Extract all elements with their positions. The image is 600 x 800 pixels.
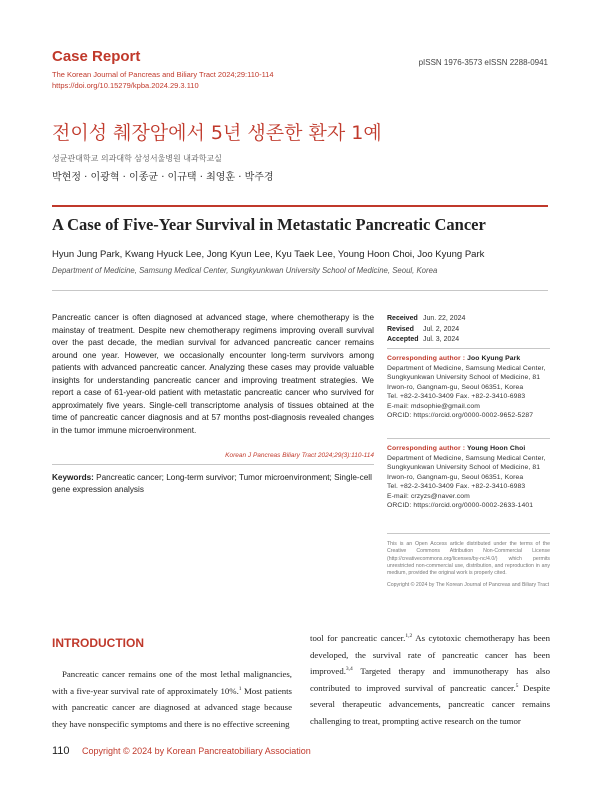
- reference[interactable]: 5: [515, 682, 519, 689]
- article-type: Case Report: [52, 48, 141, 65]
- date-received: Received Jun. 22, 2024: [387, 315, 466, 322]
- corresponding-author-2: Corresponding author : Young Hoon Choi Department of Medicine, Samsung Medical Center, Sungkyunkwan University School of Medicine, 81 Irwon-ro, Gangnam-gu, Seoul 06351, Korea Tel. +82-2-3410-3409 Fax. +82-2-3410-6983 E-mail: crzyzs@naver.com ORCID: https://orcid.org/0000-0002-2633-1401: [387, 444, 550, 511]
- orcid-link[interactable]: ORCID: https://orcid.org/0000-0002-9652-5287: [387, 412, 534, 419]
- keywords-divider: [52, 464, 374, 465]
- issn: pISSN 1976-3573 eISSN 2288-0941: [418, 58, 548, 67]
- license-notice: This is an Open Access article distributed under the terms of the Creative Commons Attribution Non-Commercial License (http://creativecommons.org/licenses/by-nc/4.0/) which permits unrestricted non-commercial use, distribution, and reproduction in any medium, provided the original work is properly cited.: [387, 541, 550, 577]
- reference[interactable]: 1: [238, 685, 242, 692]
- article-dates: [387, 314, 550, 346]
- reference[interactable]: 3,4: [345, 666, 353, 673]
- corresponding-author-1: Corresponding author : Joo Kyung Park Department of Medicine, Samsung Medical Center, Sungkyunkwan University School of Medicine, 81 Irwon-ro, Gangnam-gu, Seoul 06351, Korea Tel. +82-2-3410-3409 Fax. +82-2-3410-6983 E-mail: mdsophie@gmail.com ORCID: https://orcid.org/0000-0002-9652-5287: [387, 354, 550, 421]
- side-divider: [387, 438, 550, 439]
- keywords-text: Pancreatic cancer; Long-term survivor; Tumor microenvironment; Single-cell gene expression analysis: [52, 473, 372, 494]
- reference[interactable]: 1,2: [405, 633, 413, 640]
- korean-authors: 박현정 · 이광혁 · 이종균 · 이규택 · 최영훈 · 박주경: [52, 172, 274, 183]
- date-accepted: Accepted Jul. 3, 2024: [387, 336, 460, 343]
- doi-link[interactable]: https://doi.org/10.15279/kpba.2024.29.3.110: [52, 81, 199, 90]
- english-authors: Hyun Jung Park, Kwang Hyuck Lee, Jong Kyun Lee, Kyu Taek Lee, Young Hoon Choi, Joo Kyung Park: [52, 249, 485, 260]
- footer-copyright: Copyright © 2024 by Korean Pancreatobiliary Association: [82, 746, 311, 756]
- side-divider: [387, 348, 550, 349]
- journal-citation: The Korean Journal of Pancreas and Biliary Tract 2024;29:110-114: [52, 70, 274, 79]
- email-link[interactable]: E-mail: crzyzs@naver.com: [387, 492, 470, 500]
- english-title: A Case of Five-Year Survival in Metastatic Pancreatic Cancer: [52, 215, 486, 234]
- section-divider: [52, 290, 548, 291]
- abstract: Pancreatic cancer is often diagnosed at advanced stage, where chemotherapy is the mainstay of treatment. Despite new chemotherapy regimens improving overall survival over the past decade, the median survival for advanced pancreatic cancer remains around one year. However, we occasionally encounter long-term survivors among patients with advanced pancreatic cancer. Analyzing these cases may provide valuable insights for understanding pancreatic cancer and improving treatment strategies. We report a case of 61-year-old patient with metastatic pancreatic cancer who survived for approximately five years. Single-cell transcriptome analysis of tissues obtained at the time of pancreatic cancer diagnosis and at 57 months post-diagnosis revealed changes in the tumor immune microenvironment.: [52, 313, 374, 435]
- side-copyright: Copyright © 2024 by The Korean Journal of Pancreas and Biliary Tract: [387, 582, 550, 588]
- side-divider: [387, 533, 550, 534]
- keywords: [52, 472, 374, 496]
- keywords-label: Keywords:: [52, 473, 94, 482]
- paragraph: tool for pancreatic cancer.$^{1,2}$ As cytotoxic chemotherapy has been developed, the survival rate of pancreatic cancer has been improved.$^{3,4}$ Targeted therapy and immunotherapy has also contributed to improved survival of pancreatic cancer.$^5$ Despite several therapeutic advancements, pancreatic cancer remains challenging to treat, prompting active research on the tumor: [310, 633, 551, 726]
- introduction-left-column: [52, 666, 292, 732]
- korean-title: 전이성 췌장암에서 5년 생존한 환자 1예: [52, 122, 382, 144]
- introduction-heading: INTRODUCTION: [52, 636, 144, 650]
- corresponding-name: Joo Kyung Park: [467, 355, 521, 362]
- corresponding-name: Young Hoon Choi: [466, 445, 526, 452]
- english-affiliation: Department of Medicine, Samsung Medical Center, Sungkyunkwan University School of Medicine, Seoul, Korea: [52, 266, 438, 275]
- page-number: 110: [52, 745, 70, 757]
- citation-line: Korean J Pancreas Biliary Tract 2024;29(3):110-114: [225, 452, 374, 459]
- introduction-right-column: [310, 630, 550, 729]
- paragraph: Pancreatic cancer remains one of the most lethal malignancies, with a five-year survival rate of approximately 10%.$^1$ Most patients with pancreatic cancer are diagnosed at advanced stage because they have nonspecific symptoms and there is no effective screening: [52, 669, 292, 729]
- title-divider: [52, 205, 548, 207]
- email-link[interactable]: E-mail: mdsophie@gmail.com: [387, 402, 480, 410]
- orcid-link[interactable]: ORCID: https://orcid.org/0000-0002-2633-1401: [387, 502, 534, 509]
- korean-affiliation: 성균관대학교 의과대학 삼성서울병원 내과학교실: [52, 154, 222, 163]
- date-revised: Revised Jul. 2, 2024: [387, 325, 460, 333]
